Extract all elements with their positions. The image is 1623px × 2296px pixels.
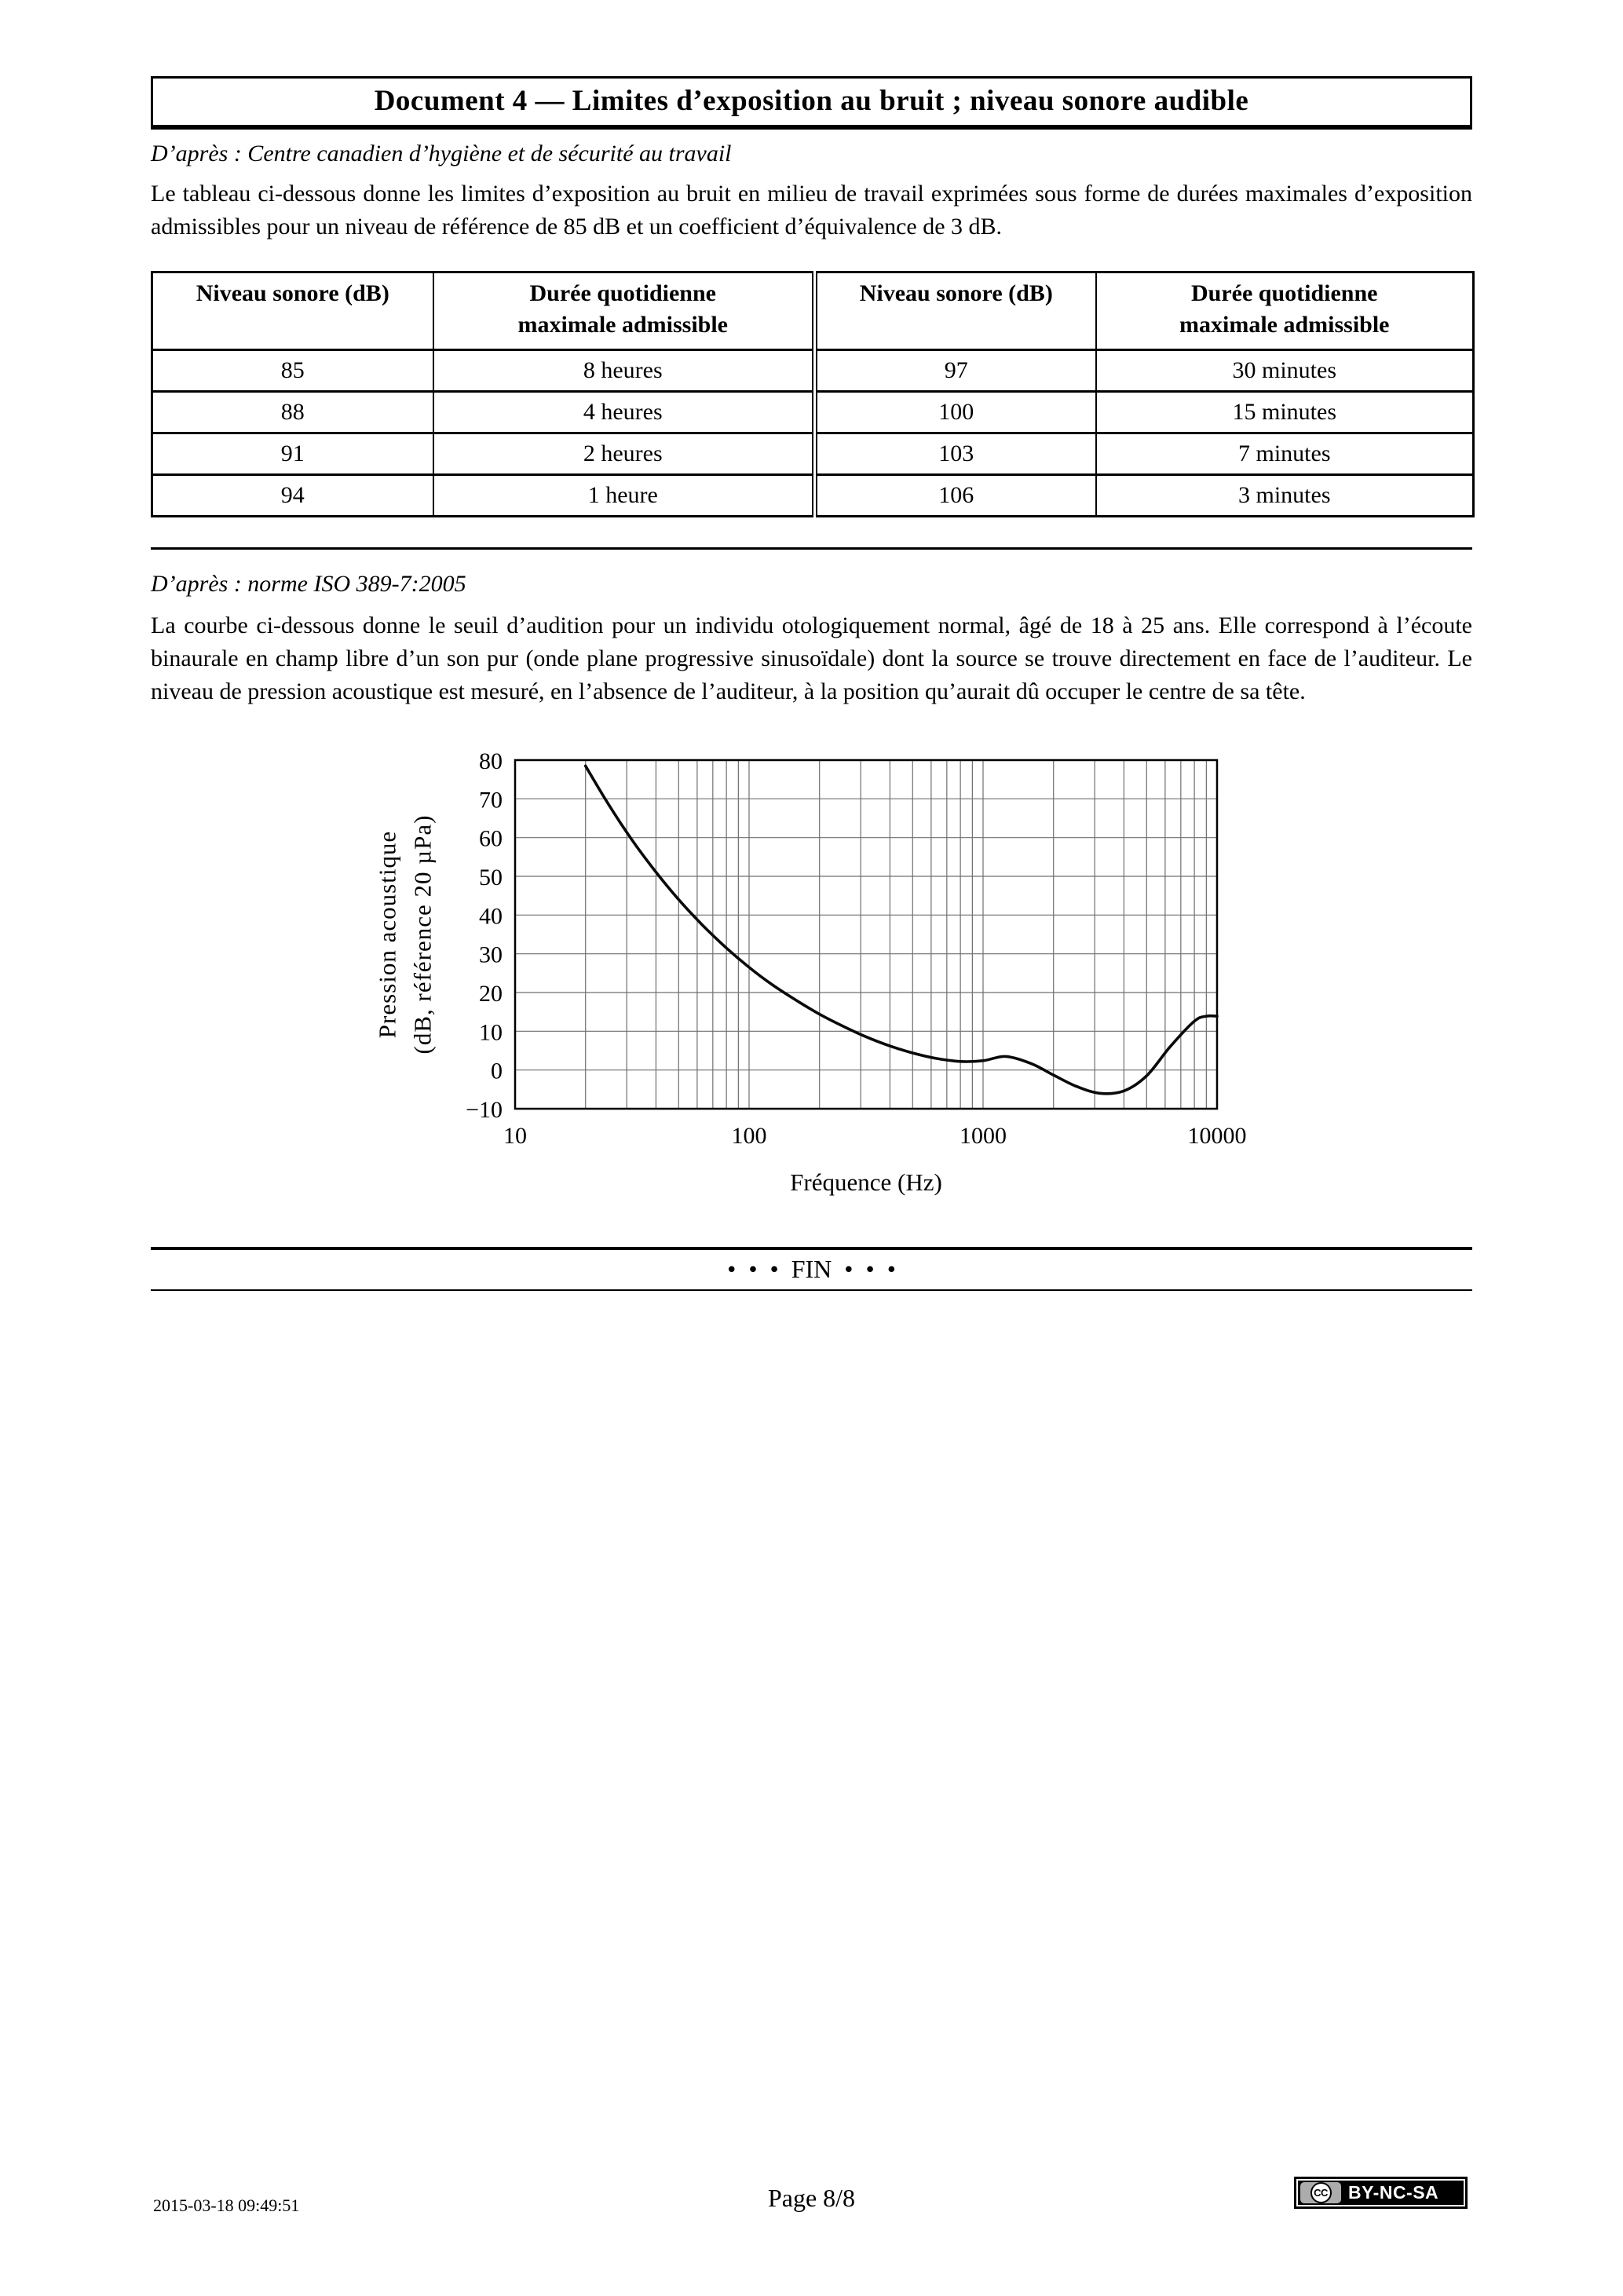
table-cell: 3 minutes <box>1096 475 1474 517</box>
header-line: Durée quotidienne <box>529 280 716 306</box>
y-axis-label-line2: (dB, référence 20 µPa) <box>408 814 437 1055</box>
svg-text:1000: 1000 <box>960 1123 1007 1149</box>
table-cell: 103 <box>815 433 1096 475</box>
table-cell: 85 <box>152 350 433 392</box>
svg-text:10: 10 <box>503 1123 527 1149</box>
table-cell: 106 <box>815 475 1096 517</box>
y-axis-label <box>350 760 459 1109</box>
footer-page-number: Page 8/8 <box>767 2184 856 2212</box>
audiogram-chart <box>345 738 1319 1225</box>
svg-text:50: 50 <box>479 865 503 890</box>
table-cell: 88 <box>152 392 433 433</box>
cc-license-badge <box>1294 2177 1468 2209</box>
table-row <box>152 433 1474 475</box>
iso-paragraph: La courbe ci-dessous donne le seuil d’audition pour un individu otologiquement normal, âgé de 18 à 25 ans. Elle correspond à l’écoute binaurale en champ libre d’un son pur (onde plane progressive sinusoïdale) dont la source se trouve directement en face de l’auditeur. Le niveau de pression acoustique est mesuré, en l’absence de l’auditeur, à la position qu’aurait dû occuper le centre de sa tête. <box>151 612 1472 704</box>
table-header-cell <box>815 272 1096 350</box>
header-line: Durée quotidienne <box>1190 280 1378 306</box>
y-axis-label-text <box>369 815 440 1055</box>
footer-timestamp: 2015-03-18 09:49:51 <box>153 2195 300 2215</box>
table-header-row <box>152 272 1474 350</box>
table-row <box>152 392 1474 433</box>
document-title-box <box>151 76 1472 130</box>
svg-text:10000: 10000 <box>1187 1123 1247 1149</box>
table-cell: 30 minutes <box>1096 350 1474 392</box>
table-cell: 1 heure <box>433 475 815 517</box>
table-header-cell <box>1096 272 1474 350</box>
table-cell: 8 heures <box>433 350 815 392</box>
x-axis-label: Fréquence (Hz) <box>790 1168 942 1196</box>
section-divider-rule <box>151 547 1472 550</box>
svg-text:40: 40 <box>479 903 503 930</box>
svg-text:30: 30 <box>479 941 503 968</box>
table-cell: 15 minutes <box>1096 392 1474 433</box>
svg-text:10: 10 <box>479 1019 503 1046</box>
svg-text:20: 20 <box>479 981 503 1007</box>
cc-logo-icon: CC <box>1310 2182 1332 2203</box>
cc-license-text: BY-NC-SA <box>1348 2182 1439 2203</box>
table-row <box>152 475 1474 517</box>
svg-text:100: 100 <box>731 1123 767 1149</box>
table-cell: 4 heures <box>433 392 815 433</box>
noise-limits-table <box>151 271 1475 517</box>
chart-plot-area <box>345 738 1319 1225</box>
table-cell: 97 <box>815 350 1096 392</box>
table-cell: 94 <box>152 475 433 517</box>
cc-logo-background <box>1300 2182 1341 2203</box>
svg-text:60: 60 <box>479 825 503 852</box>
source-reference-1: D’après : Centre canadien d’hygiène et de sécurité au travail <box>151 141 732 166</box>
source-reference-2: D’après : norme ISO 389-7:2005 <box>151 571 466 597</box>
intro-paragraph: Le tableau ci-dessous donne les limites d’exposition au bruit en milieu de travail exprimées sous forme de durées maximales d’exposition admissibles pour un niveau de référence de 85 dB et un coefficient d’équivalence de 3 dB. <box>151 181 1472 239</box>
y-axis-label-line1: Pression acoustique <box>373 830 401 1039</box>
svg-text:80: 80 <box>479 748 503 774</box>
fin-marker: • • • FIN • • • <box>727 1255 896 1283</box>
header-line: maximale admissible <box>1179 312 1390 338</box>
table-row <box>152 350 1474 392</box>
fin-divider-bottom <box>151 1289 1472 1291</box>
document-title: Document 4 — Limites d’exposition au bruit ; niveau sonore audible <box>374 85 1249 117</box>
table-cell: 7 minutes <box>1096 433 1474 475</box>
header-line: maximale admissible <box>517 312 728 338</box>
svg-text:−10: −10 <box>466 1097 503 1123</box>
table-cell: 100 <box>815 392 1096 433</box>
svg-text:0: 0 <box>491 1058 503 1084</box>
table-cell: 91 <box>152 433 433 475</box>
fin-divider-top <box>151 1247 1472 1250</box>
table-cell: 2 heures <box>433 433 815 475</box>
svg-text:70: 70 <box>479 787 503 813</box>
table-header-cell <box>152 272 433 350</box>
table-header-cell <box>433 272 815 350</box>
header-line: Niveau sonore (dB) <box>859 280 1053 306</box>
header-line: Niveau sonore (dB) <box>196 280 389 306</box>
